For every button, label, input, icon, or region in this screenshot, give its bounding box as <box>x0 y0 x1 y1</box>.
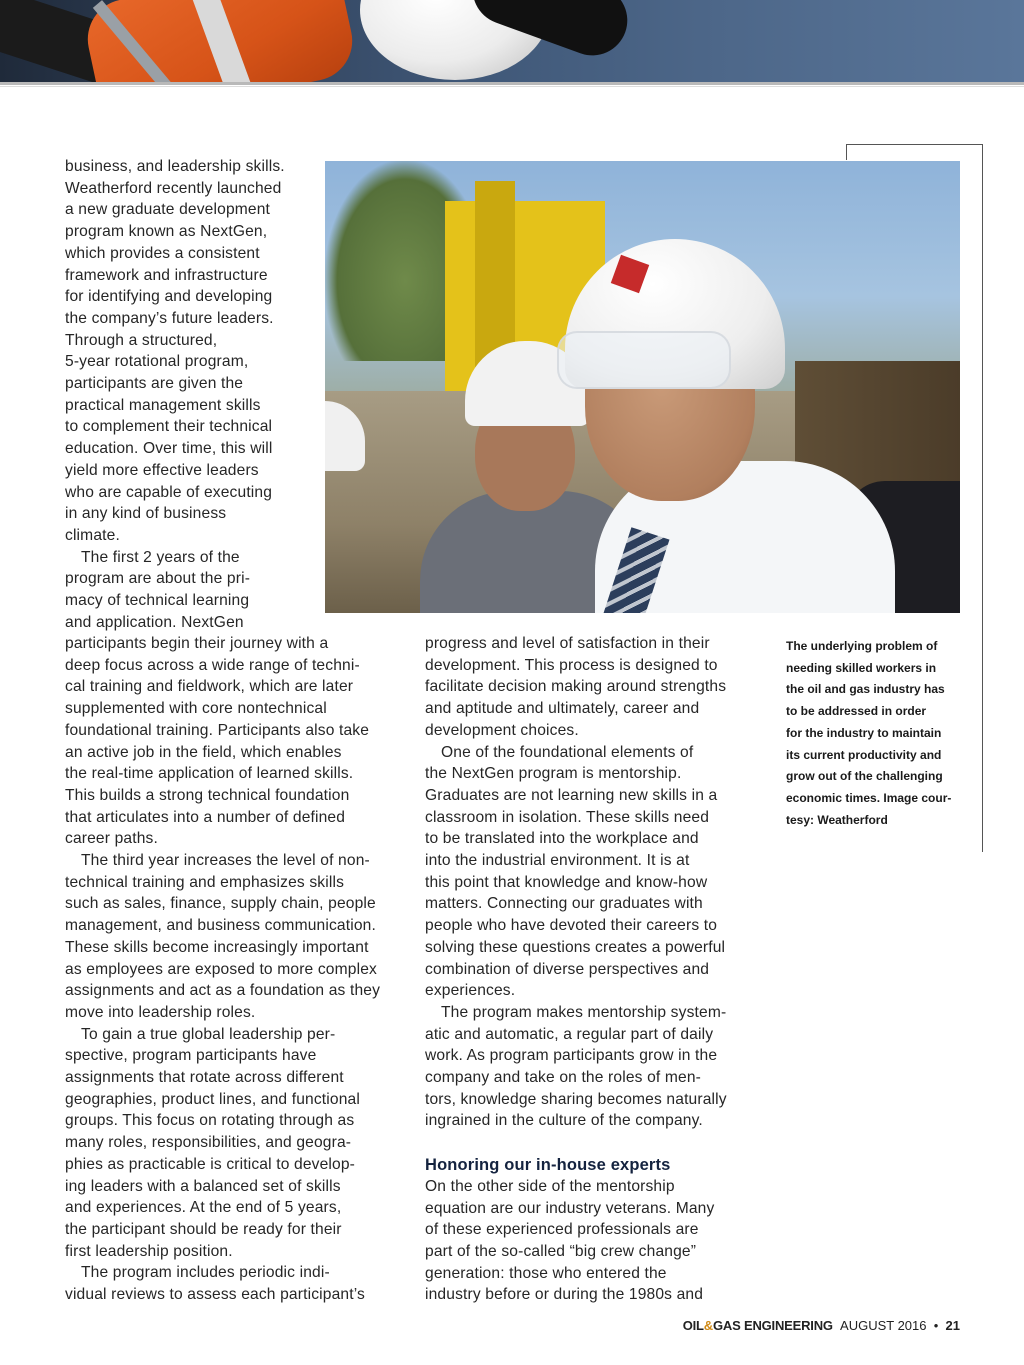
text-line: for identifying and developing <box>65 288 273 306</box>
column2-paragraph-1 <box>425 633 770 742</box>
text-line: foundational training. Participants also take <box>65 721 370 739</box>
text-line: in any kind of business <box>65 505 227 523</box>
text-line: of these experienced professionals are <box>425 1221 699 1239</box>
text-line: spective, program participants have <box>65 1047 317 1065</box>
photo-frame-top-line <box>846 144 983 145</box>
photo-safety-glasses <box>557 331 731 389</box>
text-line: program known as NextGen, <box>65 223 268 241</box>
text-line: participants begin their journey with a <box>65 635 329 652</box>
text-line: tesy: Weatherford <box>786 812 888 827</box>
text-line: many roles, responsibilities, and geogra- <box>65 1134 352 1152</box>
text-line: tors, knowledge sharing becomes naturally <box>425 1090 727 1108</box>
page-number: 21 <box>945 1318 960 1333</box>
text-line: climate. <box>65 526 120 544</box>
top-rule-thin <box>0 86 1024 87</box>
text-line: facilitate decision making around strengths <box>425 678 727 696</box>
footer-brand-amp: & <box>703 1318 713 1333</box>
text-line: These skills become increasingly important <box>65 938 369 956</box>
text-line: move into leadership roles. <box>65 1003 256 1021</box>
photo-frame-right-line <box>982 144 983 852</box>
text-line: its current productivity and <box>786 747 942 762</box>
text-line: groups. This focus on rotating through as <box>65 1112 355 1130</box>
text-line: yield more effective leaders <box>65 461 259 479</box>
text-line: 5-year rotational program, <box>65 353 249 371</box>
text-line: and aptitude and ultimately, career and <box>425 700 700 718</box>
text-line: macy of technical learning <box>65 592 250 610</box>
column1-paragraph-1 <box>65 633 410 850</box>
top-banner-photo <box>0 0 1024 82</box>
text-line: program are about the pri- <box>65 570 251 588</box>
column1-top <box>65 156 310 633</box>
text-line: the company’s future leaders. <box>65 309 274 327</box>
text-line: work. As program participants grow in the <box>425 1047 718 1065</box>
text-line: first leadership position. <box>65 1242 233 1260</box>
text-line: career paths. <box>65 830 158 848</box>
text-line: to complement their technical <box>65 418 273 436</box>
text-line: On the other side of the mentorship <box>425 1177 675 1195</box>
text-line: The program makes mentorship system- <box>441 1003 727 1021</box>
column2-paragraph-2 <box>425 742 770 1002</box>
text-line: participants are given the <box>65 375 244 393</box>
text-line: atic and automatic, a regular part of daily <box>425 1025 714 1043</box>
column1-paragraph-2 <box>65 850 410 1024</box>
text-line: that articulates into a number of defined <box>65 808 346 826</box>
text-line: the NextGen program is mentorship. <box>425 765 682 783</box>
text-line: ingrained in the culture of the company. <box>425 1112 703 1130</box>
text-line: The third year increases the level of non- <box>81 852 370 870</box>
text-line: geographies, product lines, and functional <box>65 1090 360 1108</box>
text-line: a new graduate development <box>65 201 271 219</box>
column1-top-paragraph-1 <box>65 156 310 547</box>
photo-frame-left-tick <box>846 144 847 160</box>
text-line: grow out of the challenging <box>786 769 943 784</box>
text-line: One of the foundational elements of <box>441 743 694 761</box>
text-line: who are capable of executing <box>65 483 273 501</box>
text-line: into the industrial environment. It is at <box>425 852 690 870</box>
text-line: industry before or during the 1980s and <box>425 1286 704 1304</box>
text-line: To gain a true global leadership per- <box>81 1025 336 1043</box>
text-line: technical training and emphasizes skills <box>65 873 345 891</box>
text-line: the participant should be ready for their <box>65 1220 342 1238</box>
footer-brand-gas: GAS ENGINEERING <box>713 1318 833 1333</box>
text-line: an active job in the field, which enables <box>65 743 342 761</box>
text-line: business, and leadership skills. <box>65 158 285 175</box>
photo-caption <box>786 636 966 831</box>
top-rule <box>0 82 1024 85</box>
footer-date: AUGUST 2016 <box>840 1318 927 1333</box>
column1 <box>65 633 410 1306</box>
text-line: this point that knowledge and know-how <box>425 873 708 891</box>
text-line: The underlying problem of <box>786 639 938 653</box>
text-line: Weatherford recently launched <box>65 179 282 197</box>
text-line: phies as practicable is critical to develop- <box>65 1155 356 1173</box>
text-line: supplemented with core nontechnical <box>65 700 327 718</box>
column2 <box>425 633 770 1306</box>
text-line: the oil and gas industry has <box>786 682 945 697</box>
text-line: and application. NextGen <box>65 613 244 631</box>
text-line: people who have devoted their careers to <box>425 917 718 935</box>
text-line: economic times. Image cour- <box>786 790 952 805</box>
text-line: management, and business communication. <box>65 917 376 935</box>
text-line: such as sales, finance, supply chain, people <box>65 895 376 913</box>
footer-separator: • <box>933 1318 939 1333</box>
text-line: which provides a consistent <box>65 244 260 262</box>
text-line: generation: those who entered the <box>425 1264 667 1282</box>
text-line: deep focus across a wide range of techni- <box>65 656 360 674</box>
text-line: framework and infrastructure <box>65 266 268 284</box>
text-line: ing leaders with a balanced set of skills <box>65 1177 341 1195</box>
text-line: The first 2 years of the <box>81 548 240 566</box>
text-line: vidual reviews to assess each participant’s <box>65 1286 365 1304</box>
text-line: This builds a strong technical foundation <box>65 786 350 804</box>
column1-top-paragraph-2 <box>65 547 310 634</box>
text-line: company and take on the roles of men- <box>425 1069 701 1087</box>
text-line: assignments and act as a foundation as they <box>65 982 381 1000</box>
text-line: experiences. <box>425 982 516 1000</box>
footer-brand <box>683 1318 833 1333</box>
column1-paragraph-3 <box>65 1024 410 1263</box>
main-photo-engineers <box>325 161 960 613</box>
text-line: classroom in isolation. These skills need <box>425 808 710 826</box>
text-line: to be addressed in order <box>786 704 927 719</box>
text-line: the real-time application of learned skills. <box>65 765 354 783</box>
text-line: equation are our industry veterans. Many <box>425 1199 715 1217</box>
text-line: development choices. <box>425 721 579 739</box>
column2-paragraph-3 <box>425 1002 770 1132</box>
column1-paragraph-4 <box>65 1262 410 1305</box>
text-line: education. Over time, this will <box>65 440 273 458</box>
text-line: to be translated into the workplace and <box>425 830 699 848</box>
text-line: needing skilled workers in <box>786 660 937 675</box>
text-line: and experiences. At the end of 5 years, <box>65 1199 342 1217</box>
text-line: solving these questions creates a powerful <box>425 938 726 956</box>
text-line: part of the so-called “big crew change” <box>425 1242 697 1260</box>
text-line: practical management skills <box>65 396 261 414</box>
text-line: development. This process is designed to <box>425 656 718 674</box>
page-footer <box>683 1318 960 1333</box>
section-subheading: Honoring our in-house experts <box>425 1155 671 1174</box>
text-line: matters. Connecting our graduates with <box>425 895 703 913</box>
text-line: progress and level of satisfaction in their <box>425 635 710 652</box>
text-line: The program includes periodic indi- <box>81 1264 330 1282</box>
text-line: combination of diverse perspectives and <box>425 960 710 978</box>
text-line: assignments that rotate across different <box>65 1069 344 1087</box>
text-line: cal training and fieldwork, which are later <box>65 678 354 696</box>
column2-paragraph-4 <box>425 1176 770 1306</box>
text-line: Graduates are not learning new skills in a <box>425 786 718 804</box>
text-line: for the industry to maintain <box>786 725 942 740</box>
text-line: Through a structured, <box>65 331 218 349</box>
footer-brand-oil: OIL <box>682 1318 704 1333</box>
text-line: as employees are exposed to more complex <box>65 960 377 978</box>
